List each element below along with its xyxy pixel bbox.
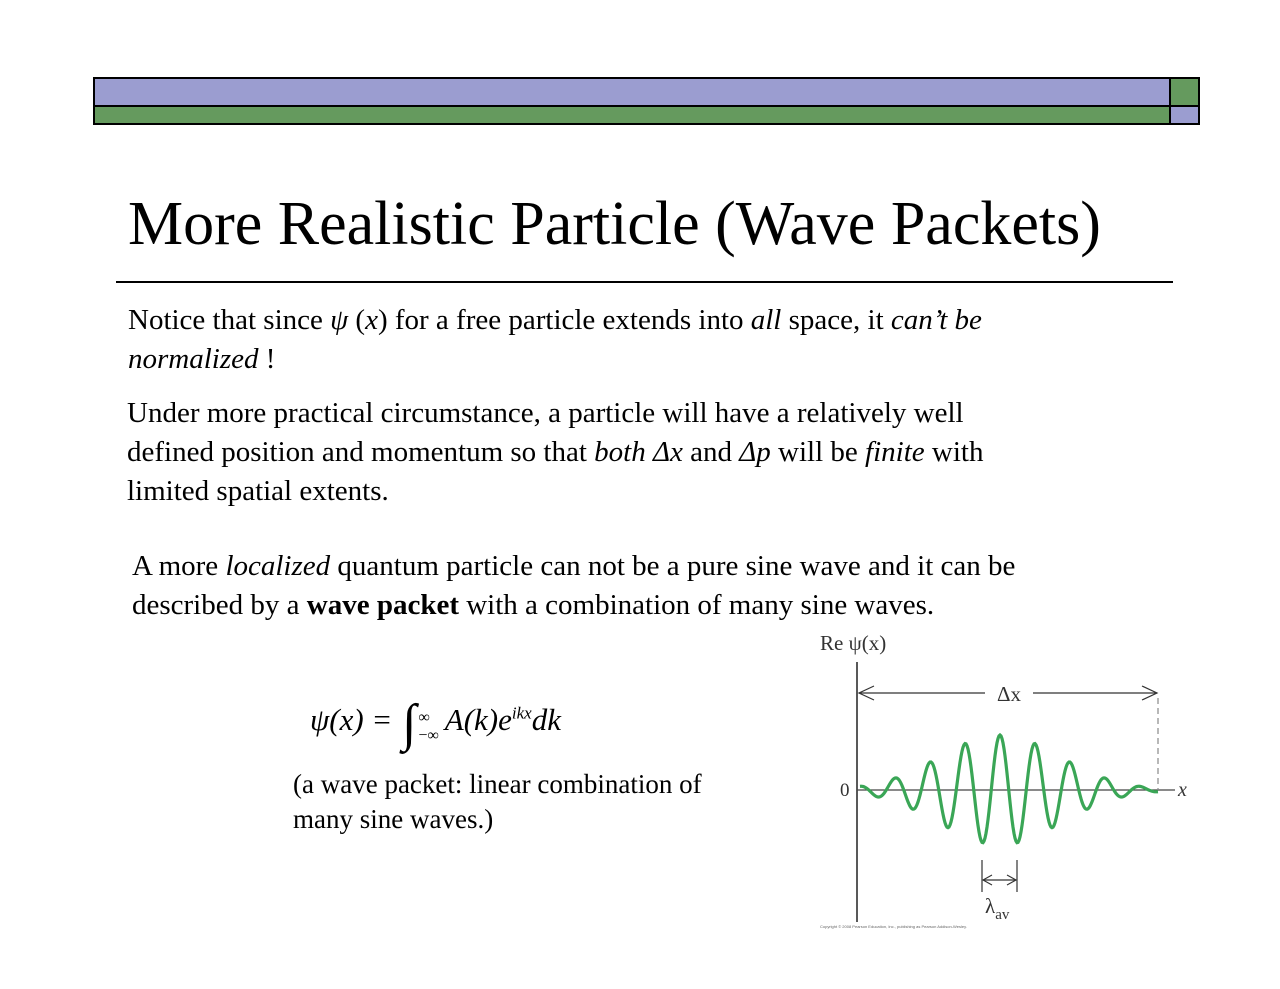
delta-x: Δx (645, 436, 683, 468)
slide-title: More Realistic Particle (Wave Packets) (128, 190, 1101, 258)
x-variable: x (365, 304, 378, 336)
delta-p: Δp (739, 436, 771, 468)
header-bar-green (93, 105, 1171, 125)
wave-packet-figure (800, 620, 1200, 935)
integrand: A(k)e (444, 702, 512, 737)
paragraph-normalization (128, 301, 982, 379)
text-normalized: normalized (128, 343, 259, 375)
text-and: and (682, 436, 740, 468)
text-line2: defined position and momentum so that (127, 436, 595, 468)
text-space-it: space, it (781, 304, 891, 336)
text-all: all (750, 304, 782, 336)
text-line1: Under more practical circumstance, a particle will have a relatively well (127, 397, 964, 429)
figure-ylabel: Re ψ(x) (820, 631, 887, 655)
integral-limits (418, 709, 438, 745)
text-both: both (594, 436, 646, 468)
header-square-purple (1169, 105, 1200, 125)
text-finite: finite (865, 436, 925, 468)
zero-label: 0 (840, 780, 850, 801)
lower-limit: −∞ (418, 726, 439, 744)
text-notice: Notice that since (128, 304, 331, 336)
paragraph-localized (132, 547, 1015, 625)
title-underline (116, 281, 1173, 283)
text-will-be: will be (770, 436, 866, 468)
text-described: described by a (132, 589, 307, 621)
header-square-green (1169, 77, 1200, 107)
caption-line2: many sine waves.) (293, 804, 494, 834)
text-wave-packet: wave packet (306, 589, 459, 621)
text-middle: for a free particle extends into (387, 304, 751, 336)
text-rest2: with a combination of many sine waves. (458, 589, 935, 621)
text-with: with (924, 436, 984, 468)
differential-dk: dk (531, 702, 561, 737)
copyright-text: Copyright © 2008 Pearson Education, Inc., publishing as Pearson Addison-Wesley. (820, 924, 967, 929)
formula-caption (293, 767, 702, 837)
text-a-more: A more (132, 550, 226, 582)
delta-x-label: Δx (997, 682, 1022, 706)
exponent: ikx (511, 703, 532, 723)
text-line3: limited spatial extents. (127, 475, 389, 507)
text-localized: localized (225, 550, 331, 582)
paragraph-practical (127, 394, 983, 511)
text-paren-close: ) (377, 304, 388, 336)
upper-limit: ∞ (418, 708, 430, 726)
caption-line1: (a wave packet: linear combination of (293, 769, 702, 799)
text-bang: ! (258, 343, 276, 375)
psi-symbol: ψ (330, 304, 349, 336)
formula-lhs: ψ(x) = (310, 702, 401, 737)
text-rest1: quantum particle can not be a pure sine wave and it can be (330, 550, 1016, 582)
text-paren-open: ( (348, 304, 366, 336)
header-bar-purple (93, 77, 1171, 107)
wave-packet-curve (860, 735, 1158, 843)
integral-sign: ∫ (402, 695, 417, 752)
wave-packet-formula (310, 684, 561, 752)
lambda-label: $\lambda_{av}$ (985, 894, 1010, 923)
text-cant-be: can’t be (890, 304, 982, 336)
x-axis-label: x (1178, 779, 1187, 801)
